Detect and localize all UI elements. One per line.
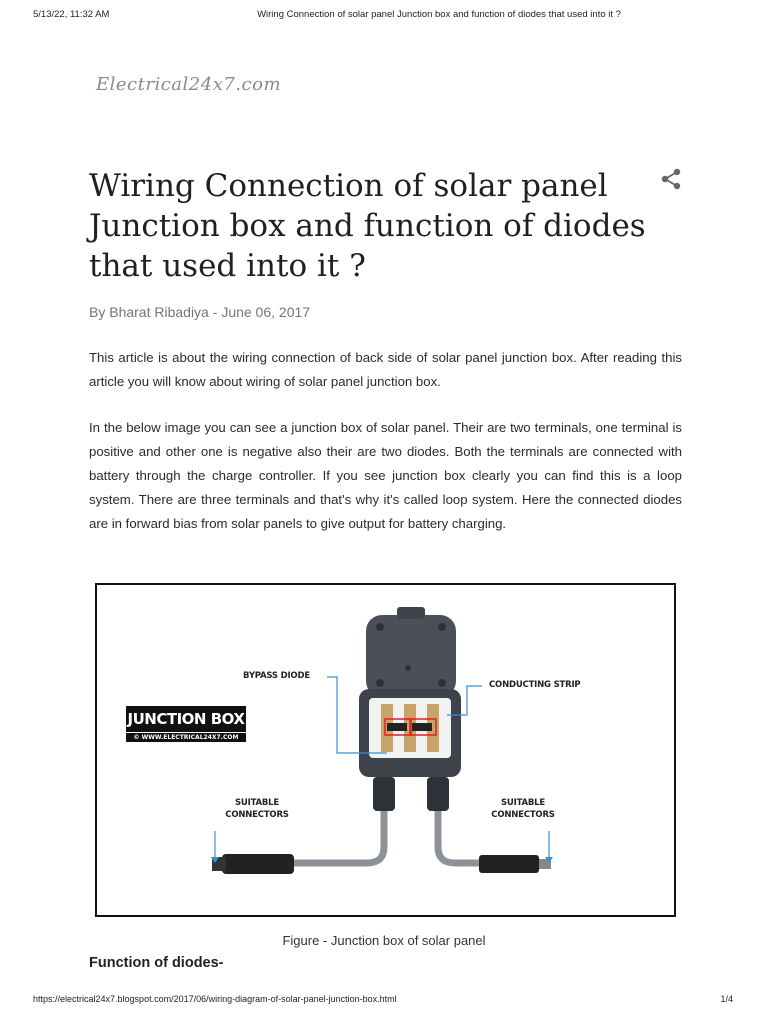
callout-conducting-strip: CONDUCTING STRIP xyxy=(489,680,581,690)
figure-caption: Figure - Junction box of solar panel xyxy=(282,933,486,948)
callout-right-connectors xyxy=(481,797,565,821)
print-url: https://electrical24x7.blogspot.com/2017/06/wiring-diagram-of-solar-panel-junction-box.html xyxy=(33,994,397,1004)
post-byline xyxy=(89,304,310,320)
junction-box-illustration xyxy=(97,585,674,915)
section-heading: Function of diodes- xyxy=(89,955,224,971)
junction-box-label: JUNCTION BOX xyxy=(126,706,246,732)
body-paragraph: In the below image you can see a junction box of solar panel. Their are two terminals, one terminal is positive and other one is negative also their are two diodes. Both the terminals are connected with battery through the charge controller. If you see junction box clearly you can find this is a loop system. There are three terminals and that's why it's called loop system. Here the connected diodes are in forward bias from solar panels to give output for battery charging. xyxy=(89,420,682,531)
site-logo[interactable]: Electrical24x7.com xyxy=(96,74,282,95)
callout-left-line-1: SUITABLE xyxy=(234,798,279,808)
share-icon[interactable] xyxy=(658,166,684,192)
print-doc-title: Wiring Connection of solar panel Junction box and function of diodes that used into it ? xyxy=(257,9,621,20)
callout-left-connectors xyxy=(215,797,299,821)
byline-separator: - xyxy=(212,304,218,320)
figure-website: © WWW.ELECTRICAL24X7.COM xyxy=(126,733,246,742)
print-footer xyxy=(0,991,768,1011)
callout-right-line-2: CONNECTORS xyxy=(491,810,555,820)
callout-right-line-1: SUITABLE xyxy=(500,798,545,808)
callout-left-line-2: CONNECTORS xyxy=(225,810,289,820)
callout-bypass-diode: BYPASS DIODE xyxy=(243,671,310,681)
by-label: By xyxy=(89,304,106,320)
print-header xyxy=(0,0,768,26)
post-title: Wiring Connection of solar panel Junction box and function of diodes that used into it ? xyxy=(89,168,646,284)
intro-paragraph: This article is about the wiring connection of back side of solar panel junction box. After reading this article you will know about wiring of solar panel junction box. xyxy=(89,350,682,389)
print-page-number: 1/4 xyxy=(720,994,733,1004)
junction-box-figure xyxy=(95,583,676,917)
author-link[interactable]: Bharat Ribadiya xyxy=(109,304,209,320)
post-date-link[interactable]: June 06, 2017 xyxy=(221,304,311,320)
print-date: 5/13/22, 11:32 AM xyxy=(33,9,110,20)
